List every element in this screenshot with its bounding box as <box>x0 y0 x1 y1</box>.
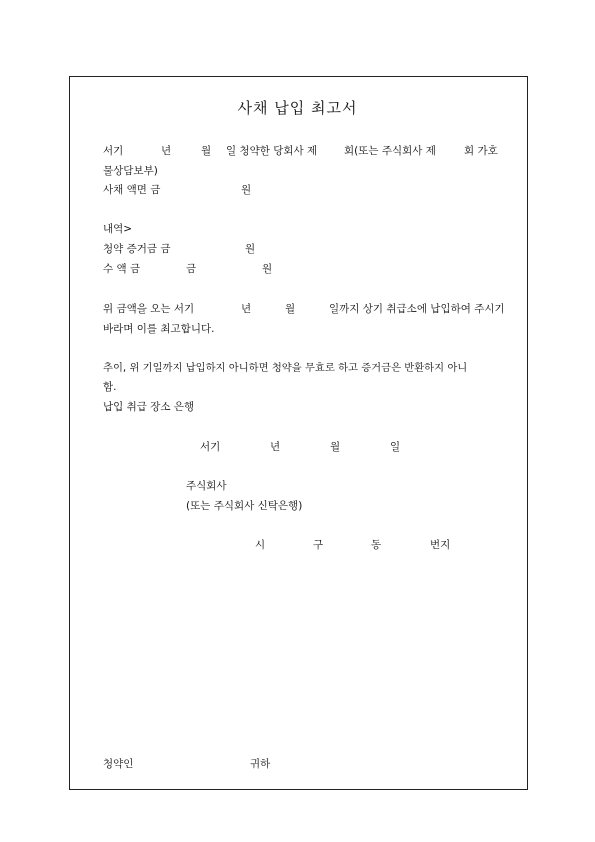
date-seogi: 서기 <box>200 441 221 453</box>
line1-hoe-end: 회 가호 <box>464 145 498 157</box>
para1-line2: 바라며 이를 최고합니다. <box>103 323 215 335</box>
amount-geum: 금 <box>186 263 197 275</box>
face-value-label: 사채 액면 금 <box>103 184 161 196</box>
line1-hoe-text: 회(또는 주식회사 제 <box>344 145 436 157</box>
amount-label: 수 액 금 <box>103 263 141 275</box>
address-dong: 동 <box>371 539 382 551</box>
para1-wol: 월 <box>285 303 296 315</box>
document-title: 사채 납입 최고서 <box>237 99 358 117</box>
company-alt: (또는 주식회사 신탁은행) <box>186 500 303 512</box>
date-il: 일 <box>390 441 401 453</box>
deposit-label: 청약 증거금 금 <box>103 243 171 255</box>
para1-rest: 일까지 상기 취급소에 납입하여 주시기 <box>329 303 505 315</box>
bank-location: 납입 취급 장소 은행 <box>103 401 195 413</box>
company-name: 주식회사 <box>186 480 227 492</box>
address-beonji: 번지 <box>430 539 451 551</box>
breakdown-heading: 내역> <box>103 223 133 235</box>
applicant-label: 청약인 <box>103 758 134 770</box>
date-nyeon: 년 <box>270 441 281 453</box>
line1-il-text: 일 청약한 당회사 제 <box>226 145 318 157</box>
amount-unit: 원 <box>262 263 273 275</box>
face-value-unit: 원 <box>241 184 252 196</box>
para2-line1: 추이, 위 기일까지 납입하지 아니하면 청약을 무효로 하고 증거금은 반환하지 아니 <box>103 362 468 374</box>
honorific: 귀하 <box>250 758 271 770</box>
para2-line2: 함. <box>103 381 117 393</box>
line1-continuation: 물상담보부) <box>103 165 158 177</box>
para1-nyeon: 년 <box>241 303 252 315</box>
deposit-unit: 원 <box>245 243 256 255</box>
line1-seogi: 서기 <box>103 145 124 157</box>
line1-wol: 월 <box>201 145 212 157</box>
address-gu: 구 <box>313 539 324 551</box>
line1-nyeon: 년 <box>161 145 172 157</box>
address-si: 시 <box>255 539 266 551</box>
date-wol: 월 <box>330 441 341 453</box>
para1-start: 위 금액을 오는 서기 <box>103 303 195 315</box>
